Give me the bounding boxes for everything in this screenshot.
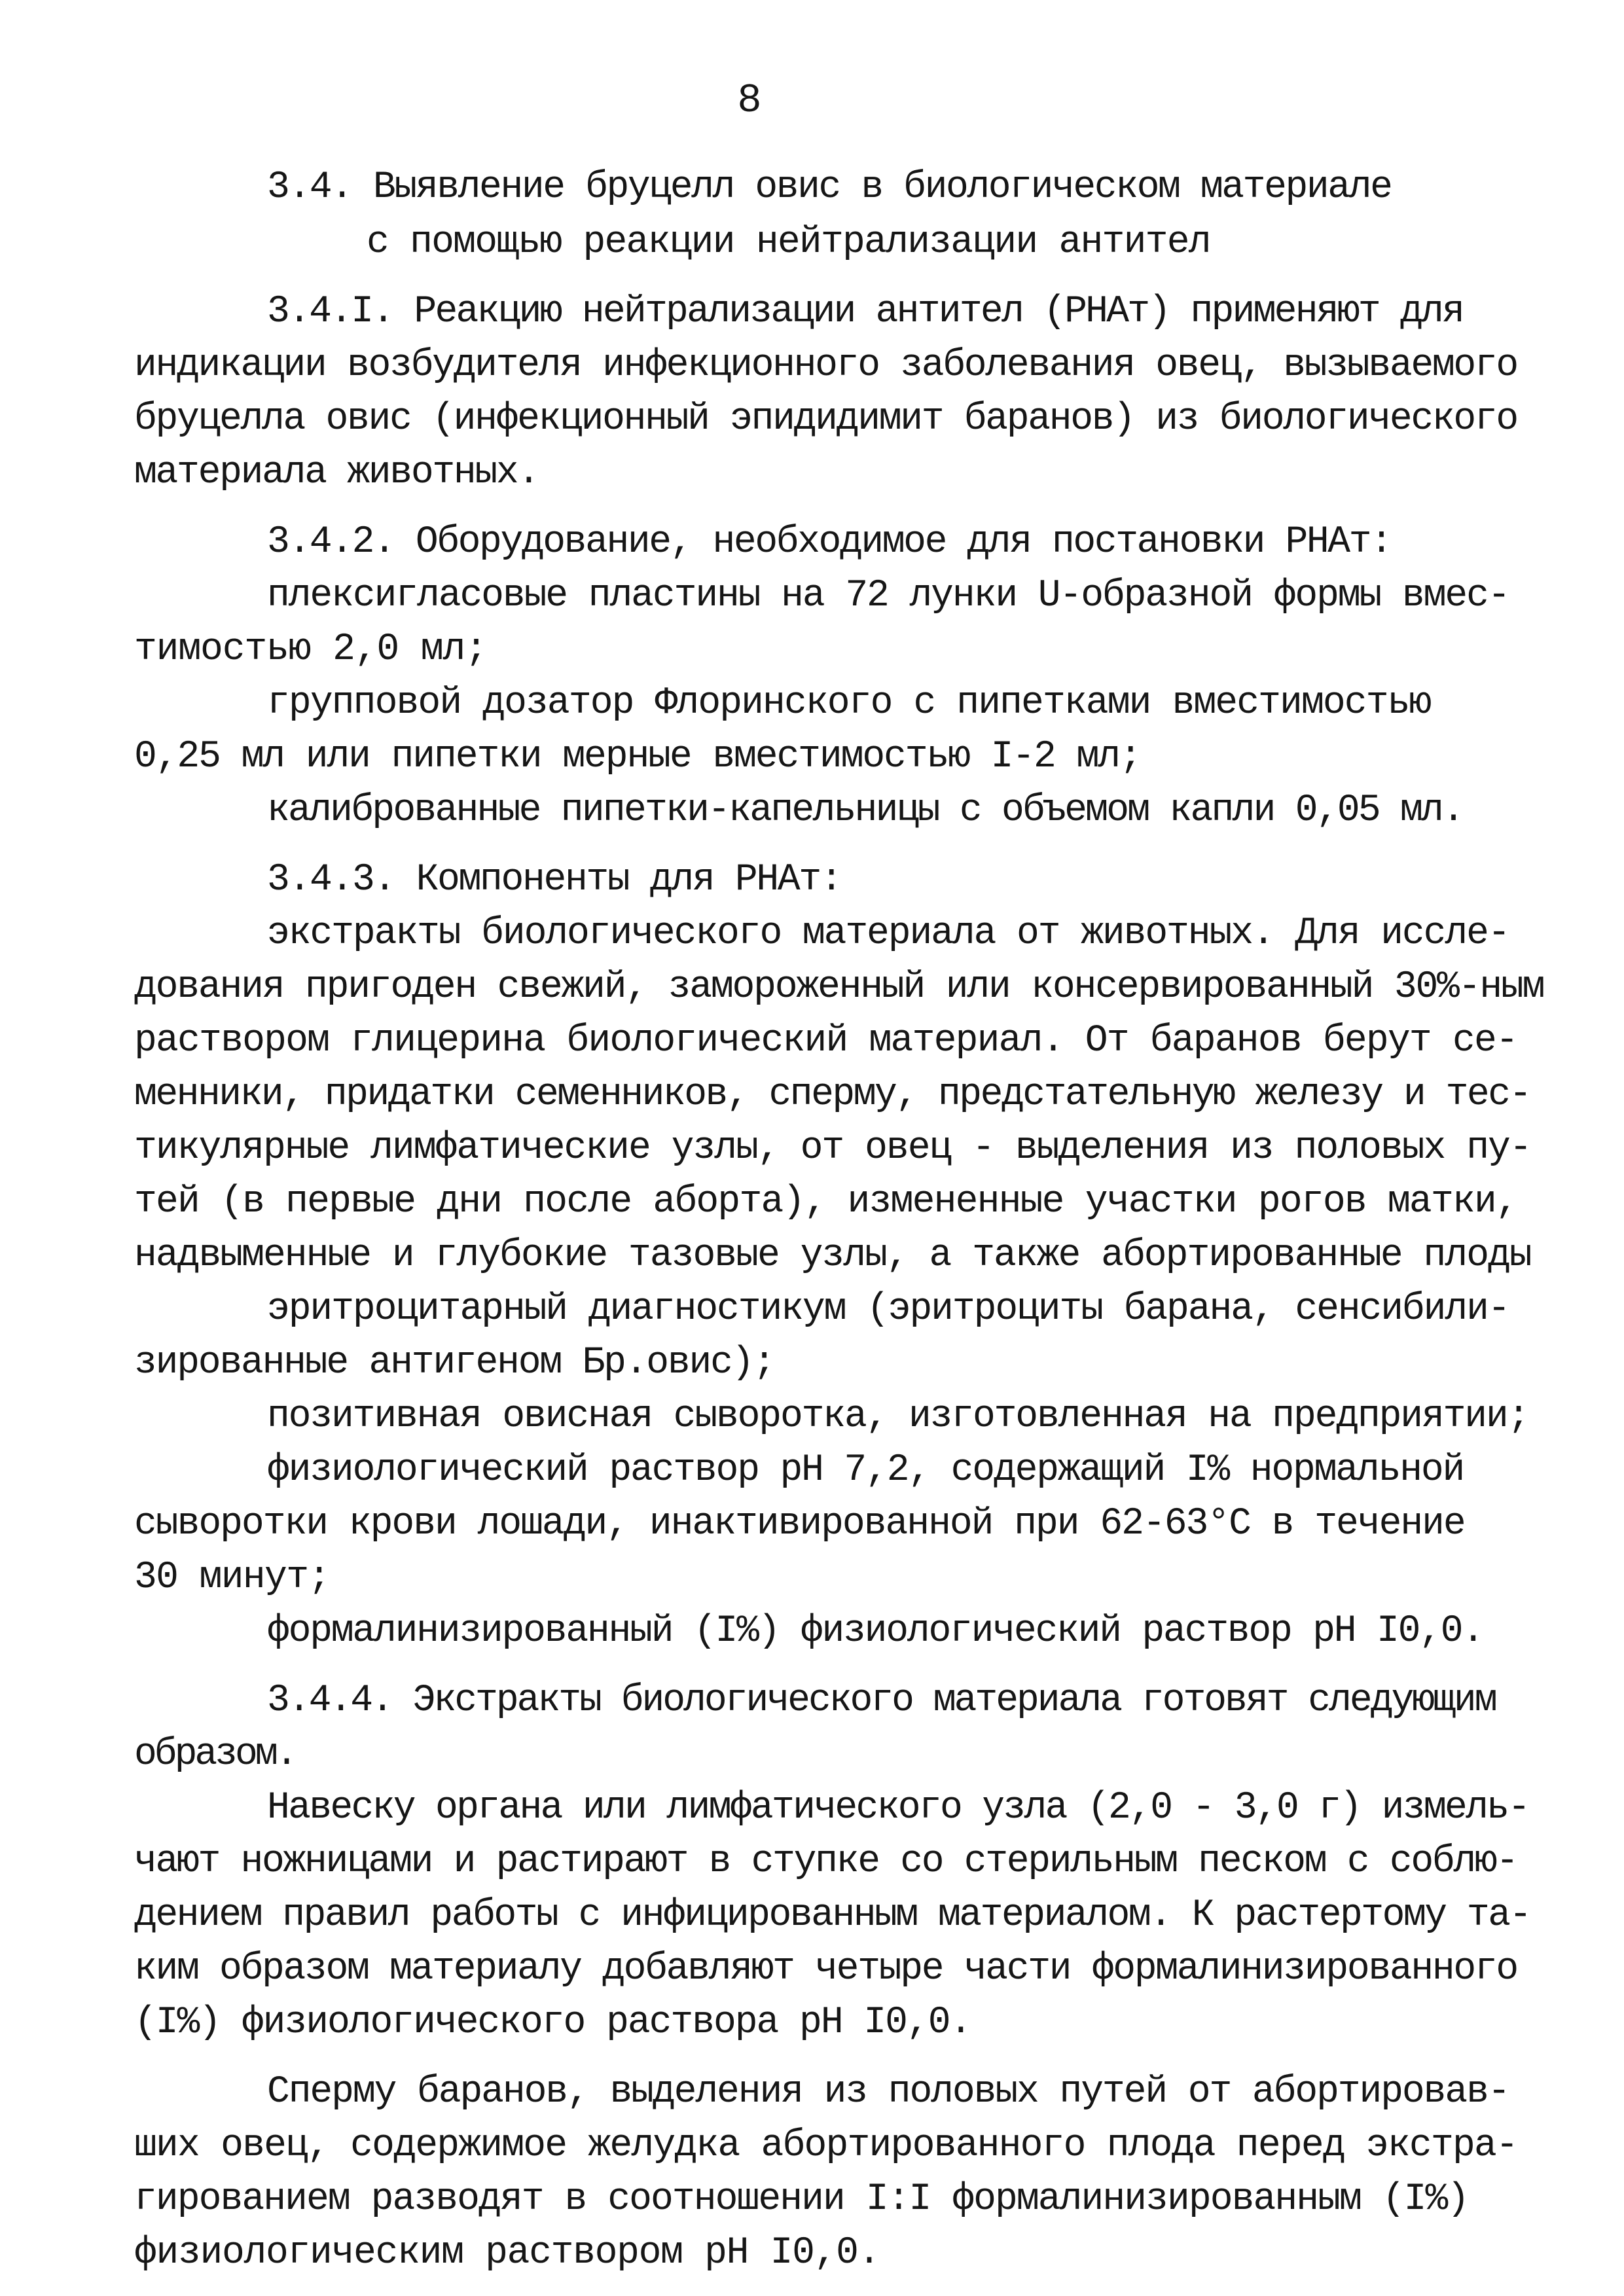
text-line: материала животных. — [134, 452, 539, 494]
text-line: индикации возбудителя инфекционного заболевания овец, вызываемого — [134, 344, 1517, 387]
text-line: бруцелла овис (инфекционный эпидидимит баранов) из биологического — [134, 398, 1517, 440]
text-line: тикулярные лимфатические узлы, от овец - выделения из половых пу- — [134, 1127, 1531, 1170]
text-line: эритроцитарный диагностикум (эритроциты барана, сенсибили- — [267, 1288, 1509, 1331]
section-heading-line-1: 3.4. Выявление бруцелл овис в биологическом материале — [267, 166, 1392, 209]
text-line: позитивная овисная сыворотка, изготовленная на предприятии; — [267, 1395, 1529, 1438]
text-line: 3.4.4. Экстракты биологического материала готовят следующим — [267, 1679, 1496, 1722]
text-line: образом. — [134, 1733, 296, 1776]
text-line: формалинизированный (I%) физиологический раствор рН I0,0. — [267, 1610, 1483, 1653]
text-line: 3.4.I. Реакцию нейтрализации антител (РНАт) применяют для — [267, 291, 1464, 333]
text-line: экстракты биологического материала от животных. Для иссле- — [267, 912, 1509, 955]
text-line: 0,25 мл или пипетки мерные вместимостью I-2 мл; — [134, 736, 1141, 778]
text-line: гированием разводят в соотношении I:I формалинизированным (I%) — [134, 2178, 1469, 2221]
text-line: 3.4.2. Оборудование, необходимое для постановки РНАт: — [267, 521, 1392, 564]
page-number: 8 — [737, 77, 762, 124]
text-line: 30 минут; — [134, 1556, 330, 1599]
text-line: калиброванные пипетки-капельницы с объемом капли 0,05 мл. — [267, 789, 1464, 832]
text-line: тей (в первые дни после аборта), измененные участки рогов матки, — [134, 1181, 1518, 1223]
text-line: тимостью 2,0 мл; — [134, 628, 487, 671]
text-line: (I%) физиологического раствора рН I0,0. — [134, 2001, 971, 2044]
text-line: ким образом материалу добавляют четыре части формалинизированного — [134, 1948, 1517, 1990]
text-line: чают ножницами и растирают в ступке со стерильным песком с соблю- — [134, 1840, 1517, 1883]
text-line: ших овец, содержимое желудка абортированного плода перед экстра- — [134, 2125, 1518, 2167]
text-line: физиологическим раствором рН I0,0. — [134, 2232, 880, 2274]
text-line: 3.4.3. Компоненты для РНАт: — [267, 859, 842, 901]
text-line: групповой дозатор Флоринского с пипетками вместимостью — [267, 682, 1431, 725]
text-line: плексигласовые пластины на 72 лунки U-образной формы вмес- — [267, 575, 1509, 617]
text-line: зированные антигеном Бр.овис); — [134, 1342, 774, 1384]
text-line: менники, придатки семенников, сперму, предстательную железу и тес- — [134, 1073, 1530, 1116]
text-line: раствором глицерина биологический материал. От баранов берут се- — [134, 1020, 1518, 1062]
text-line: физиологический раствор рН 7,2, содержащий I% нормальной — [267, 1449, 1464, 1492]
text-line: надвыменные и глубокие тазовые узлы, а также абортированные плоды — [134, 1234, 1531, 1277]
section-heading-line-2: с помощью реакции нейтрализации антител — [367, 221, 1210, 264]
text-line: дением правил работы с инфицированным материалом. К растертому та- — [134, 1894, 1530, 1937]
text-line: сыворотки крови лошади, инактивированной при 62-63°С в течение — [134, 1503, 1465, 1545]
text-line: Навеску органа или лимфатического узла (2,0 - 3,0 г) измель- — [267, 1787, 1529, 1829]
text-line: Сперму баранов, выделения из половых путей от абортировав- — [267, 2071, 1509, 2113]
text-line: дования пригоден свежий, замороженный или консервированный 30%-ным — [134, 966, 1544, 1009]
